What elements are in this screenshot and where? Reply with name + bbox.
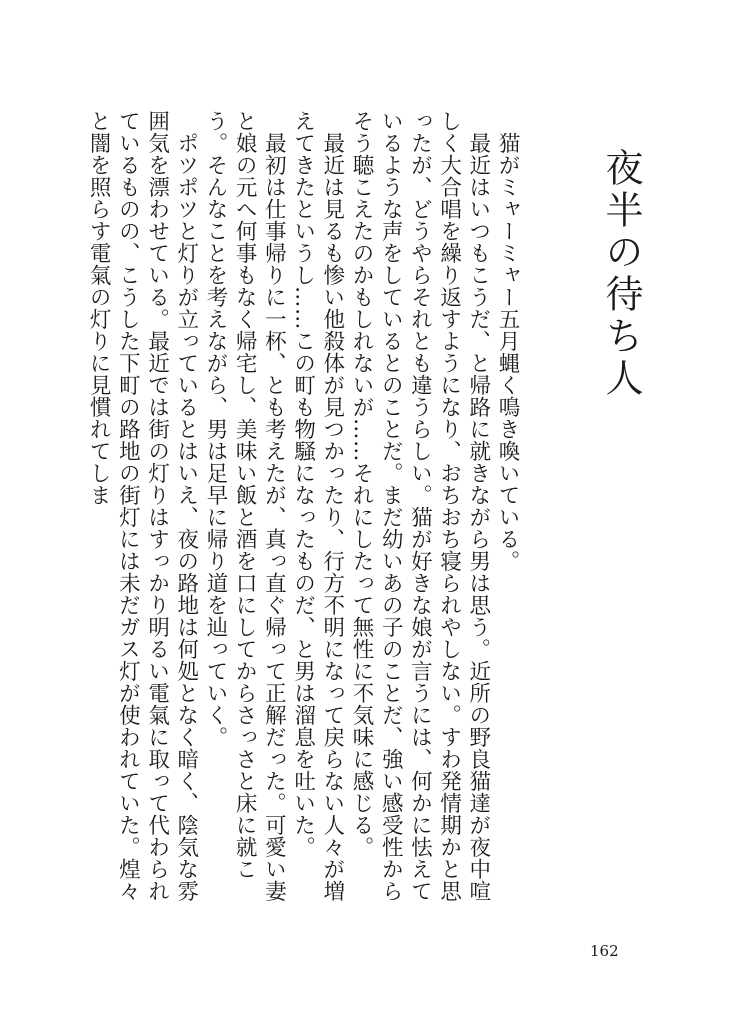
paragraph: 最初は仕事帰りに一杯、とも考えたが、真っ直ぐ帰って正解だった。可愛い妻と娘の元へ何事もなく帰宅し、美味い飯と酒を口にしてからさっさと床に就こう。そんなことを考えながら、男は足早に帰り道を辿っていく。 bbox=[202, 110, 287, 902]
page-number: 162 bbox=[590, 942, 619, 960]
paragraph: ポツポツと灯りが立っているとはいえ、夜の路地は何処となく暗く、陰気な雰囲気を漂わせている。最近では街の灯りはすっかり明るい電氣に取って代わられているものの、こうした下町の路地の街灯には未だガス灯が使われていた。煌々と闇を照らす電氣の灯りに見慣れてしま bbox=[86, 110, 199, 902]
paragraph: 猫がミャーミャー五月蝿く鳴き喚いている。 bbox=[495, 131, 520, 572]
body-text bbox=[86, 110, 522, 910]
paragraph: 最近は見るも惨い他殺体が見つかったり、行方不明になって戻らない人々が増えてきたというし……この町も物騒になったものだ、と男は溜息を吐いた。 bbox=[290, 110, 345, 902]
paragraph: 最近はいつもこうだ、と帰路に就きながら男は思う。近所の野良猫達が夜中喧しく大合唱を繰り返すようになり、おちおち寝られやしない。すわ発情期かと思ったが、どうやらそれとも違うらしい。猫が好きな娘が言うには、何かに怯えているような声をしているとのことだ。まだ幼いあの子のことだ、強い感受性からそう聴こえたのかもしれないが……それにしたって無性に不気味に感じる。 bbox=[348, 110, 491, 902]
chapter-title: 夜半の待ち人 bbox=[599, 148, 643, 400]
